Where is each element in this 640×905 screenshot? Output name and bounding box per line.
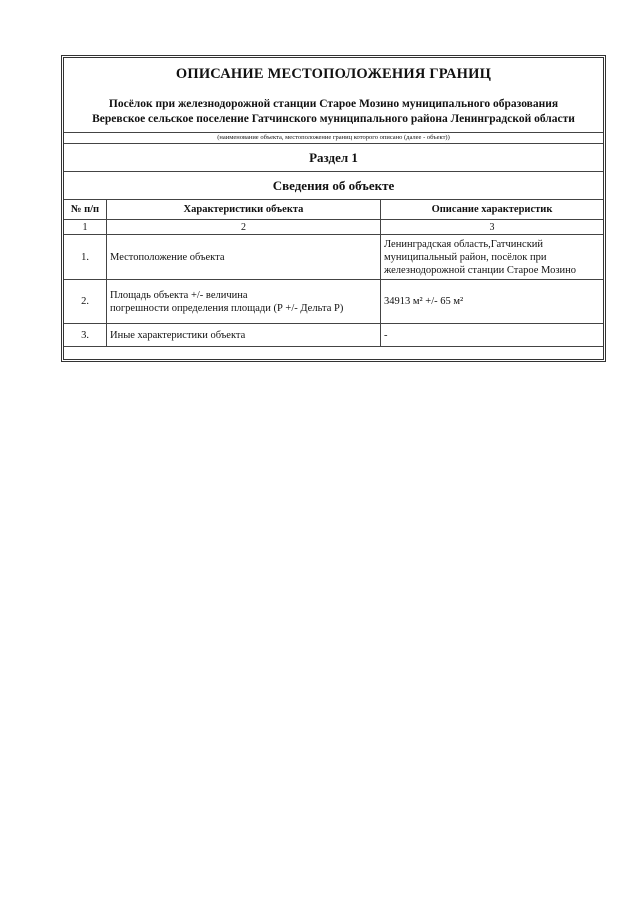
- document-header: [64, 58, 603, 133]
- column-number: 2: [107, 220, 381, 235]
- column-number-row: [64, 220, 603, 235]
- row-number: 3.: [64, 324, 107, 347]
- table-bottom-strip: [64, 347, 603, 359]
- object-name-note: (наименование объекта, местоположение границ которого описано (далее - объект)): [64, 133, 603, 144]
- document-form: [61, 55, 606, 362]
- table-row: [64, 324, 603, 347]
- document-title: ОПИСАНИЕ МЕСТОПОЛОЖЕНИЯ ГРАНИЦ: [175, 66, 492, 82]
- object-name-line-1: Посёлок при железнодорожной станции Старое Мозино муниципального образования: [108, 98, 559, 110]
- table-row: [64, 280, 603, 324]
- column-header-characteristic: Характеристики объекта: [107, 200, 381, 220]
- row-number: 1.: [64, 235, 107, 280]
- row-characteristic: Иные характеристики объекта: [107, 324, 381, 347]
- column-number: 1: [64, 220, 107, 235]
- row-characteristic: [107, 280, 381, 324]
- section-number: Раздел 1: [64, 144, 603, 172]
- row-characteristic: Местоположение объекта: [107, 235, 381, 280]
- row-characteristic-line-1: Площадь объекта +/- величина: [110, 289, 248, 301]
- object-name-line-2: Веревское сельское поселение Гатчинского муниципального района Ленинградской области: [92, 113, 575, 125]
- column-header-description: Описание характеристик: [381, 200, 604, 220]
- object-info-table: [64, 200, 603, 347]
- section-title: Сведения об объекте: [64, 172, 603, 200]
- table-header-row: [64, 200, 603, 220]
- row-description: 34913 м² +/- 65 м²: [381, 280, 604, 324]
- table-row: [64, 235, 603, 280]
- row-characteristic-line-2: погрешности определения площади (Р +/- Дельта Р): [110, 302, 344, 314]
- column-header-number: № п/п: [64, 200, 107, 220]
- column-number: 3: [381, 220, 604, 235]
- row-description: Ленинградская область,Гатчинский муниципальный район, посёлок при железнодорожной станции Старое Мозино: [381, 235, 604, 280]
- row-number: 2.: [64, 280, 107, 324]
- row-description: -: [381, 324, 604, 347]
